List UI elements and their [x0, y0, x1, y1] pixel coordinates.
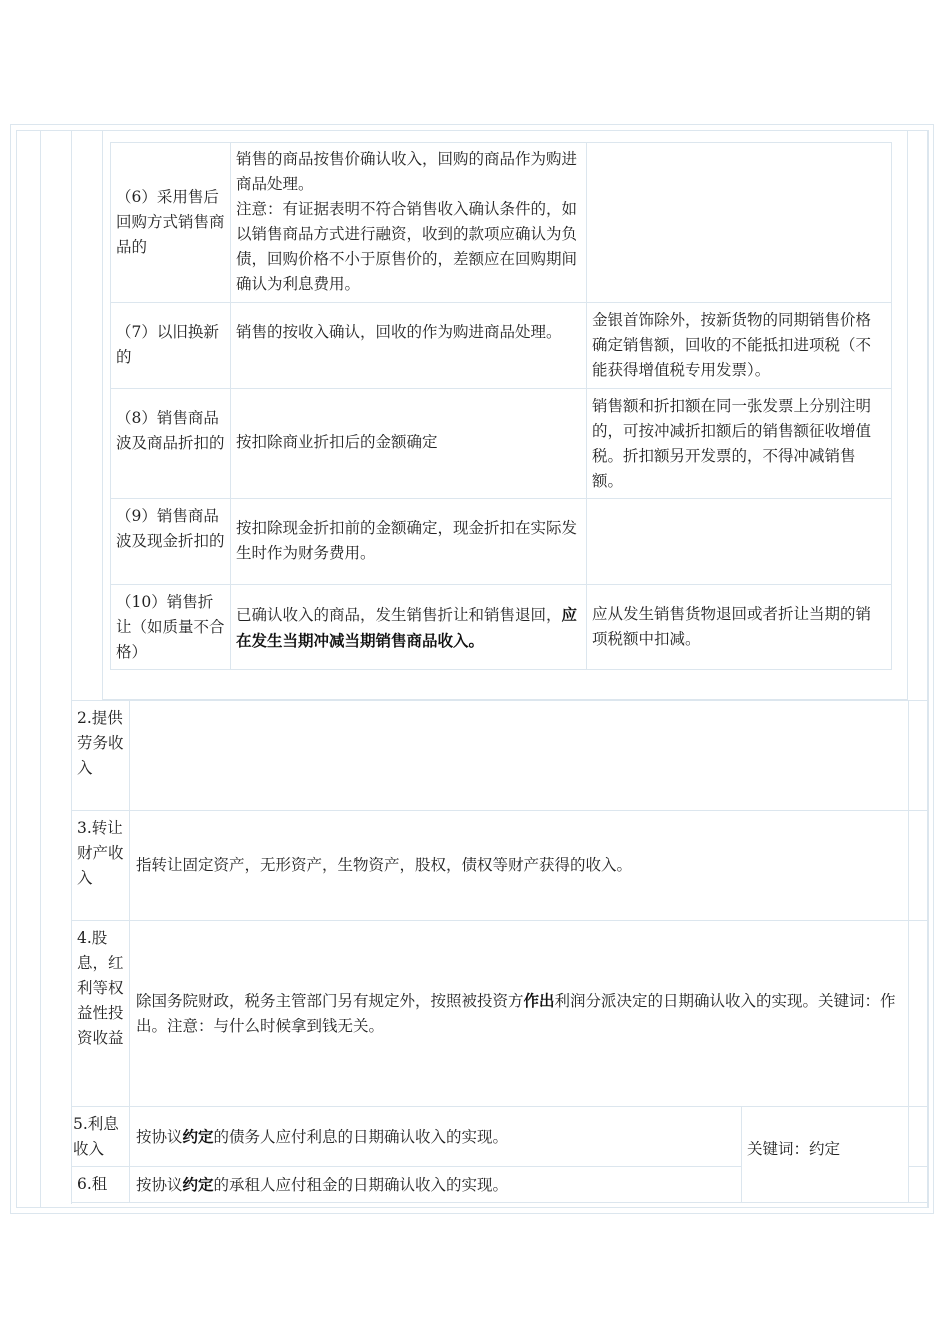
outer-row-divider-bottom — [71, 1202, 928, 1203]
outer-content-col-divider — [908, 700, 909, 1202]
outer-table-left-border — [71, 130, 72, 1204]
inner-row-divider-2 — [110, 388, 892, 389]
inner-row-divider-3 — [110, 498, 892, 499]
row-7-tax: 金银首饰除外，按新货物的同期销售价格确定销售额，回收的不能抵扣进项税（不能获得增值税专用发票）。 — [592, 311, 872, 379]
row-6-accounting: 销售的商品按售价确认收入，回购的商品作为购进商品处理。 注意：有证据表明不符合销售收入确认条件的，如以销售商品方式进行融资，收到的款项应确认为负债，回购价格不小于原售价的，差额应在回购期间确认为利息费用。 — [236, 150, 578, 293]
interest-content-emphasis: 约定 — [182, 1127, 214, 1146]
row-10-label: （10）销售折让（如质量不合格） — [116, 593, 225, 661]
outer-row-divider-5 — [71, 1166, 741, 1167]
outer-row-divider-top — [71, 700, 928, 701]
outer-row-divider-5b — [908, 1166, 928, 1167]
transfer-income-content: 指转让固定资产，无形资产，生物资产，股权，债权等财产获得的收入。 — [136, 856, 633, 874]
keyword-col-divider — [741, 1106, 742, 1202]
row-6-label: （6）采用售后回购方式销售商品的 — [116, 188, 225, 256]
keyword-note: 关键词：约定 — [747, 1140, 841, 1158]
row-7-accounting: 销售的按收入确认，回收的作为购进商品处理。 — [236, 323, 562, 341]
inner-row-divider-4 — [110, 584, 892, 585]
dividend-content-emphasis: 作出 — [523, 991, 555, 1010]
rent-content-text-2: 的承租人应付租金的日期确认收入的实现。 — [213, 1176, 509, 1194]
rent-income-label: 6.租 — [77, 1175, 108, 1193]
row-7-label: （7）以旧换新的 — [116, 323, 219, 366]
inner-row-divider-1 — [110, 302, 892, 303]
interest-income-content — [136, 1124, 736, 1150]
inner-col-divider-2 — [586, 142, 587, 670]
interest-content-text-1: 按协议 — [136, 1128, 183, 1146]
service-income-label: 2.提供劳务收入 — [77, 709, 124, 777]
row-8-tax: 销售额和折扣额在同一张发票上分别注明的，可按冲减折扣额后的销售额征收增值税。折扣额另开发票的，不得冲减销售额。 — [592, 397, 872, 490]
left-margin-divider — [40, 130, 41, 1208]
dividend-income-label: 4.股息，红利等权益性投资收益 — [77, 929, 124, 1047]
dividend-income-content — [136, 988, 902, 1039]
inner-col-divider-1 — [230, 142, 231, 670]
outer-row-divider-4 — [71, 1106, 928, 1107]
interest-content-text-2: 的债务人应付利息的日期确认收入的实现。 — [213, 1128, 509, 1146]
interest-income-label: 5.利息收入 — [73, 1115, 119, 1158]
rent-content-emphasis: 约定 — [182, 1175, 214, 1194]
row-8-label: （8）销售商品波及商品折扣的 — [116, 409, 225, 452]
outer-label-col-divider — [129, 700, 130, 1202]
row-10-accounting-text: 已确认收入的商品，发生销售折让和销售退回， — [236, 606, 562, 624]
row-10-accounting — [236, 602, 582, 654]
row-9-label: （9）销售商品波及现金折扣的 — [116, 507, 225, 550]
row-10-tax: 应从发生销售货物退回或者折让当期的销项税额中扣减。 — [592, 605, 872, 648]
transfer-income-label: 3.转让财产收入 — [77, 819, 124, 887]
row-10-accounting-emphasis: 应在发生当期冲减当期销售商品收入。 — [236, 605, 578, 650]
outer-table-right-border — [928, 130, 929, 1208]
rent-content-text-1: 按协议 — [136, 1176, 183, 1194]
dividend-content-text-1: 除国务院财政，税务主管部门另有规定外，按照被投资方 — [136, 992, 524, 1010]
rent-income-content — [136, 1172, 736, 1198]
row-9-accounting: 按扣除现金折扣前的金额确定，现金折扣在实际发生时作为财务费用。 — [236, 519, 578, 562]
outer-row-divider-3 — [71, 920, 928, 921]
row-8-accounting: 按扣除商业折扣后的金额确定 — [236, 433, 438, 451]
dividend-content-text-2: 利润分派决定的日期确认收入的实现。关键词：作出。注意：与什么时候拿到钱无关。 — [136, 992, 896, 1035]
outer-row-divider-2 — [71, 810, 928, 811]
